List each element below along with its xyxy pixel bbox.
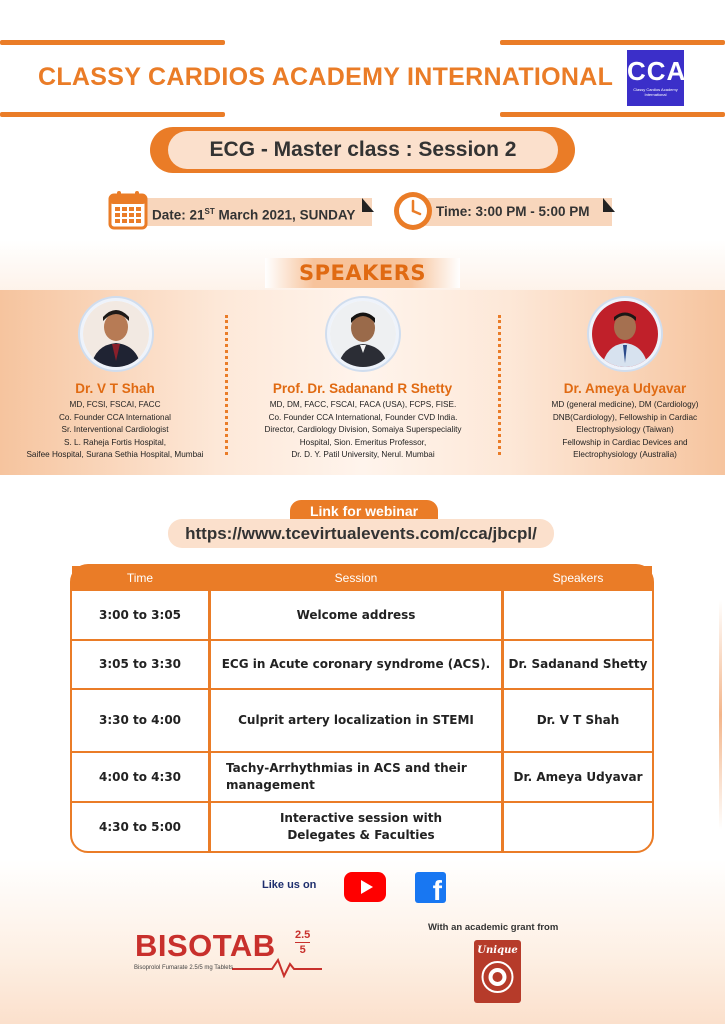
speaker-photo-sadanand-shetty [327, 298, 399, 370]
table-row-2-session: ECG in Acute coronary syndrome (ACS). [221, 657, 491, 671]
cca-logo-text: CCA [627, 56, 687, 86]
speaker-name-3: Dr. Ameya Udyavar [563, 381, 687, 396]
speaker-3-line: Electrophysiology (Australia) [573, 450, 677, 459]
edge-decoration [719, 600, 722, 830]
bisotab-brand: BISOTAB [135, 928, 276, 963]
table-row-4-speaker: Dr. Ameya Udyavar [513, 769, 643, 784]
speaker-info-2 [248, 399, 478, 462]
date-bar-corner [362, 198, 374, 226]
cca-logo-subtext: Classy Cardios Academy International [633, 87, 678, 97]
header-stripe-left-top [0, 40, 225, 45]
table-row-1-speaker [504, 591, 652, 639]
speaker-2-line: Hospital, Sion. Emeritus Professor, [299, 437, 427, 447]
table-row-1-time: 3:00 to 3:05 [98, 607, 182, 622]
speaker-name-1: Dr. V T Shah [75, 381, 155, 396]
time-bar-corner [603, 198, 615, 226]
table-row-5-session: Interactive session with Delegates & Faculties [279, 811, 443, 842]
header-stripe-left-bottom [0, 112, 225, 117]
table-header-time: Time [72, 566, 208, 591]
speaker-name-2: Prof. Dr. Sadanand R Shetty [272, 381, 453, 396]
table-row-2-time: 3:05 to 3:30 [98, 657, 182, 671]
speaker-3-line: MD (general medicine), DM (Cardiology) [551, 400, 699, 409]
speaker-3-line: Fellowship in Cardiac Devices and [562, 437, 688, 447]
date-bar [122, 198, 372, 226]
speaker-3-line: Electrophysiology (Taiwan) [576, 425, 674, 434]
session-title: ECG - Master class : Session 2 [168, 131, 558, 169]
facebook-icon[interactable]: f [415, 872, 446, 903]
table-header-speakers: Speakers [504, 566, 652, 591]
grant-label: With an academic grant from [428, 922, 559, 933]
header-stripe-right-top [500, 40, 725, 45]
table-row-2-speaker: Dr. Sadanand Shetty [508, 657, 648, 671]
unique-logo-text: Unique [477, 945, 518, 956]
speaker-1-line: Saifee Hospital, Surana Sethia Hospital, Mumbai [26, 450, 204, 459]
table-row-3-time: 3:30 to 4:00 [98, 713, 182, 727]
speaker-info-3 [520, 399, 725, 462]
bisotab-fraction-bottom: 5 [299, 944, 306, 956]
table-row-5-speaker [504, 803, 652, 851]
speaker-2-line: Co. Founder CCA International, Founder CVD India. [268, 412, 458, 422]
webinar-link[interactable]: https://www.tcevirtualevents.com/cca/jbcpl/ [168, 519, 554, 548]
bisotab-fraction [295, 928, 310, 957]
table-row-3-session: Culprit artery localization in STEMI [238, 713, 474, 727]
header-stripe-right-bottom [500, 112, 725, 117]
calendar-icon [107, 189, 149, 231]
speaker-1-line: S. L. Raheja Fortis Hospital, [64, 437, 166, 447]
like-us-label: Like us on [262, 879, 317, 891]
table-row-1-session: Welcome address [296, 607, 416, 622]
time-bar: Time: 3:00 PM - 5:00 PM [412, 198, 612, 226]
speaker-photo-ameya-udyavar [589, 298, 661, 370]
speaker-2-line: MD, DM, FACC, FSCAI, FACA (USA), FCPS, FISE. [269, 400, 457, 409]
speaker-3-line: DNB(Cardiology), Fellowship in Cardiac [552, 412, 698, 422]
speaker-divider-1 [225, 315, 228, 455]
date-sup: ST [204, 207, 215, 216]
table-row-3-speaker: Dr. V T Shah [536, 713, 620, 727]
cca-logo [627, 50, 687, 106]
speaker-1-line: MD, FCSI, FSCAI, FACC [69, 400, 161, 409]
speaker-divider-2 [498, 315, 501, 455]
date-prefix: Date: 21 [152, 207, 205, 223]
webinar-label: Link for webinar [290, 500, 438, 522]
clock-icon [392, 190, 434, 232]
table-row-5-time: 4:30 to 5:00 [98, 819, 182, 834]
bisotab-fraction-top: 2.5 [295, 929, 311, 941]
table-row-4-session: Tachy-Arrhythmias in ACS and their management [226, 761, 467, 792]
ecg-line-icon [232, 956, 322, 978]
speaker-1-line: Co. Founder CCA International [59, 412, 171, 422]
speaker-1-line: Sr. Interventional Cardiologist [61, 425, 169, 434]
bisotab-subtitle: Bisoprolol Fumarate 2.5/5 mg Tablets [134, 965, 234, 971]
speakers-heading: SPEAKERS [265, 258, 460, 288]
unique-sponsor-logo [474, 940, 521, 1003]
table-row-4-time: 4:00 to 4:30 [98, 769, 182, 784]
youtube-icon[interactable] [344, 872, 386, 902]
speaker-2-line: Dr. D. Y. Patil University, Nerul. Mumbai [291, 450, 435, 459]
date-suffix: March 2021, SUNDAY [214, 207, 356, 223]
speaker-photo-vt-shah [80, 298, 152, 370]
table-header-session: Session [211, 566, 501, 591]
academy-title: CLASSY CARDIOS ACADEMY INTERNATIONAL [38, 63, 614, 91]
speaker-2-line: Director, Cardiology Division, Somaiya Superspeciality [264, 425, 462, 434]
speaker-info-1 [10, 399, 220, 462]
